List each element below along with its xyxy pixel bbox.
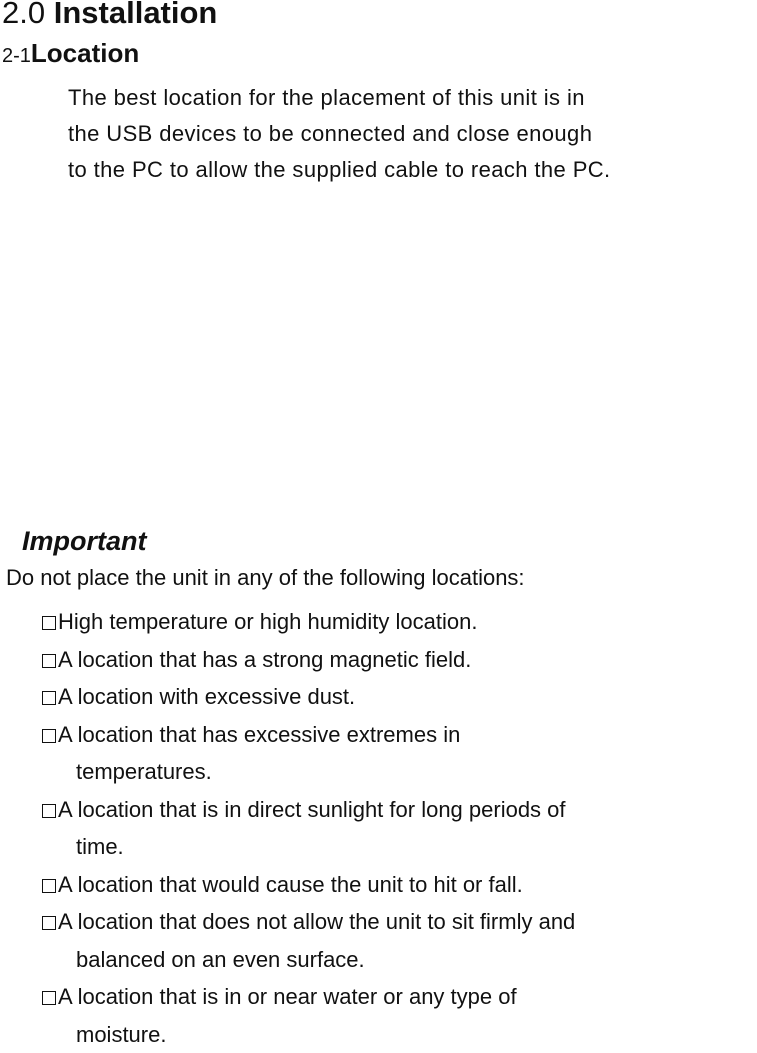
list-item-text: A location that would cause the unit to hit or fall. xyxy=(58,872,523,897)
list-item-text: A location that has excessive extremes in xyxy=(58,722,460,747)
checkbox-icon xyxy=(42,804,56,818)
paragraph-line: to the PC to allow the supplied cable to reach the PC. xyxy=(68,152,757,188)
list-item xyxy=(42,866,757,904)
list-item xyxy=(42,903,757,978)
list-item-text: A location that is in direct sunlight for long periods of xyxy=(58,797,566,822)
checkbox-icon xyxy=(42,691,56,705)
paragraph-line: the USB devices to be connected and close enough xyxy=(68,116,757,152)
location-paragraph xyxy=(68,80,757,188)
section-heading xyxy=(2,0,217,31)
subsection-number: 2-1 xyxy=(2,45,31,67)
list-item-text: A location with excessive dust. xyxy=(58,684,355,709)
list-item-text: A location that has a strong magnetic field. xyxy=(58,647,471,672)
list-item-continuation: moisture. xyxy=(42,1016,757,1053)
checkbox-icon xyxy=(42,916,56,930)
subsection-title: Location xyxy=(31,38,139,68)
checkbox-icon xyxy=(42,879,56,893)
list-item-continuation: temperatures. xyxy=(42,753,757,791)
section-title: Installation xyxy=(54,0,218,30)
checkbox-icon xyxy=(42,729,56,743)
list-item xyxy=(42,716,757,791)
list-item-text: A location that is in or near water or any type of xyxy=(58,984,517,1009)
checkbox-icon xyxy=(42,616,56,630)
locations-list xyxy=(42,603,757,1053)
list-item xyxy=(42,603,757,641)
subsection-heading xyxy=(2,38,139,69)
list-item xyxy=(42,641,757,679)
list-item-continuation: time. xyxy=(42,828,757,866)
list-item-text: A location that does not allow the unit to sit firmly and xyxy=(58,909,575,934)
list-item-text: High temperature or high humidity location. xyxy=(58,609,477,634)
list-item xyxy=(42,678,757,716)
checkbox-icon xyxy=(42,654,56,668)
list-item-continuation: balanced on an even surface. xyxy=(42,941,757,979)
list-item xyxy=(42,791,757,866)
important-heading: Important xyxy=(22,526,147,557)
checkbox-icon xyxy=(42,991,56,1005)
section-number: 2.0 xyxy=(2,0,45,30)
paragraph-line: The best location for the placement of this unit is in xyxy=(68,80,757,116)
important-intro: Do not place the unit in any of the following locations: xyxy=(6,565,525,591)
list-item xyxy=(42,978,757,1053)
